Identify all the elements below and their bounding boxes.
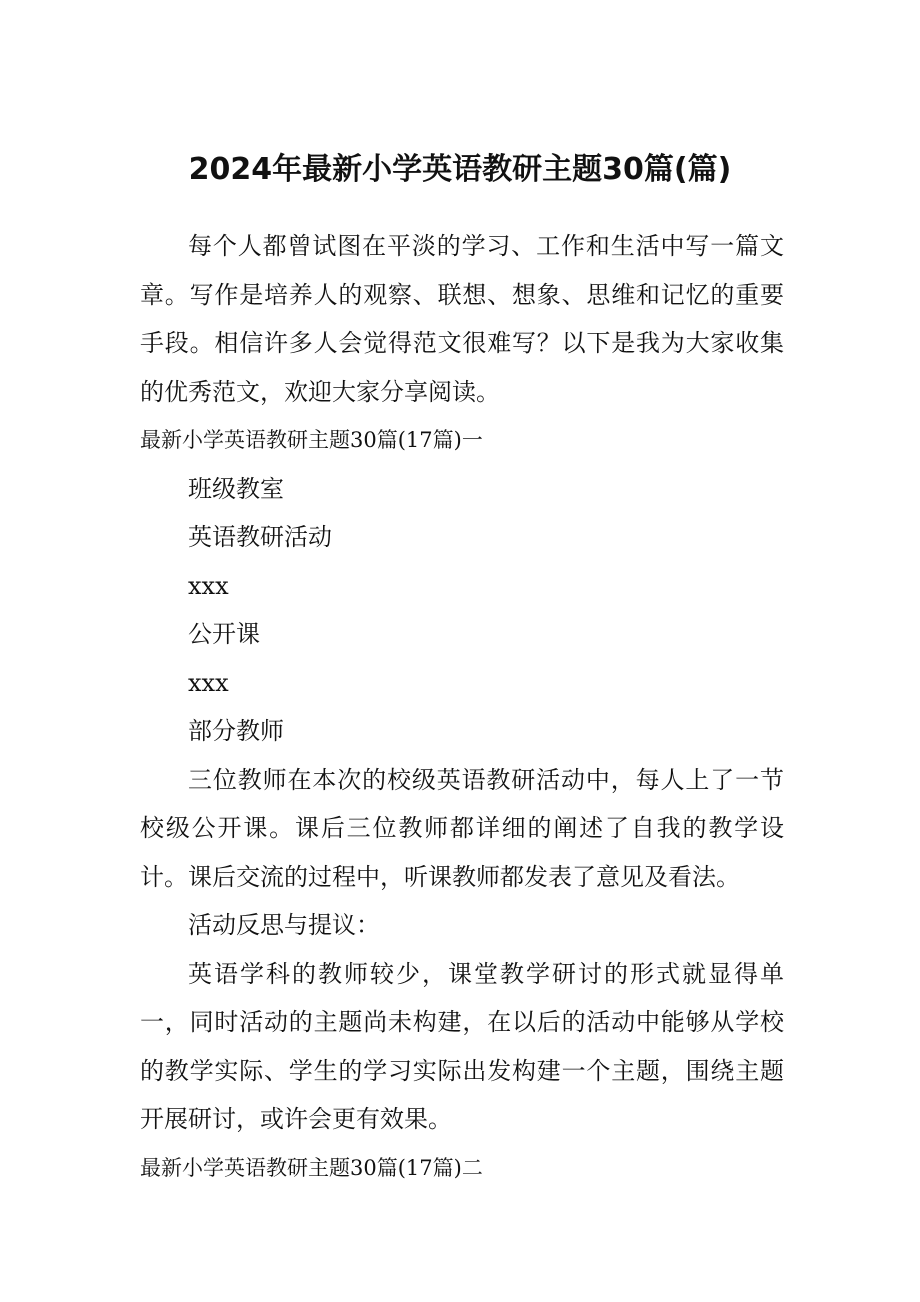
- intro-paragraph: 每个人都曾试图在平淡的学习、工作和生活中写一篇文章。写作是培养人的观察、联想、想象、思维和记忆的重要手段。相信许多人会觉得范文很难写？以下是我为大家收集的优秀范文，欢迎大家分享阅读。: [140, 232, 784, 406]
- info-line-placeholder-1: xxx: [188, 571, 229, 600]
- activity-paragraph: 三位教师在本次的校级英语教研活动中，每人上了一节校级公开课。课后三位教师都详细的阐述了自我的教学设计。课后交流的过程中，听课教师都发表了意见及看法。: [140, 765, 784, 891]
- info-line-location: 班级教室: [188, 474, 284, 503]
- section-heading-2: 最新小学英语教研主题30篇(17篇)二: [140, 1155, 483, 1180]
- document-title: 2024年最新小学英语教研主题30篇(篇): [188, 152, 732, 187]
- reflection-paragraph: 英语学科的教师较少，课堂教学研讨的形式就显得单一，同时活动的主题尚未构建，在以后的活动中能够从学校的教学实际、学生的学习实际出发构建一个主题，围绕主题开展研讨，或许会更有效果。: [140, 959, 784, 1133]
- info-line-placeholder-2: xxx: [188, 668, 229, 697]
- section-heading-1: 最新小学英语教研主题30篇(17篇)一: [140, 428, 483, 452]
- info-line-form: 公开课: [188, 620, 260, 648]
- reflection-label: 活动反思与提议：: [188, 911, 380, 939]
- info-line-participants: 部分教师: [188, 717, 284, 745]
- document-body: [140, 222, 784, 1192]
- info-line-activity: 英语教研活动: [188, 523, 332, 551]
